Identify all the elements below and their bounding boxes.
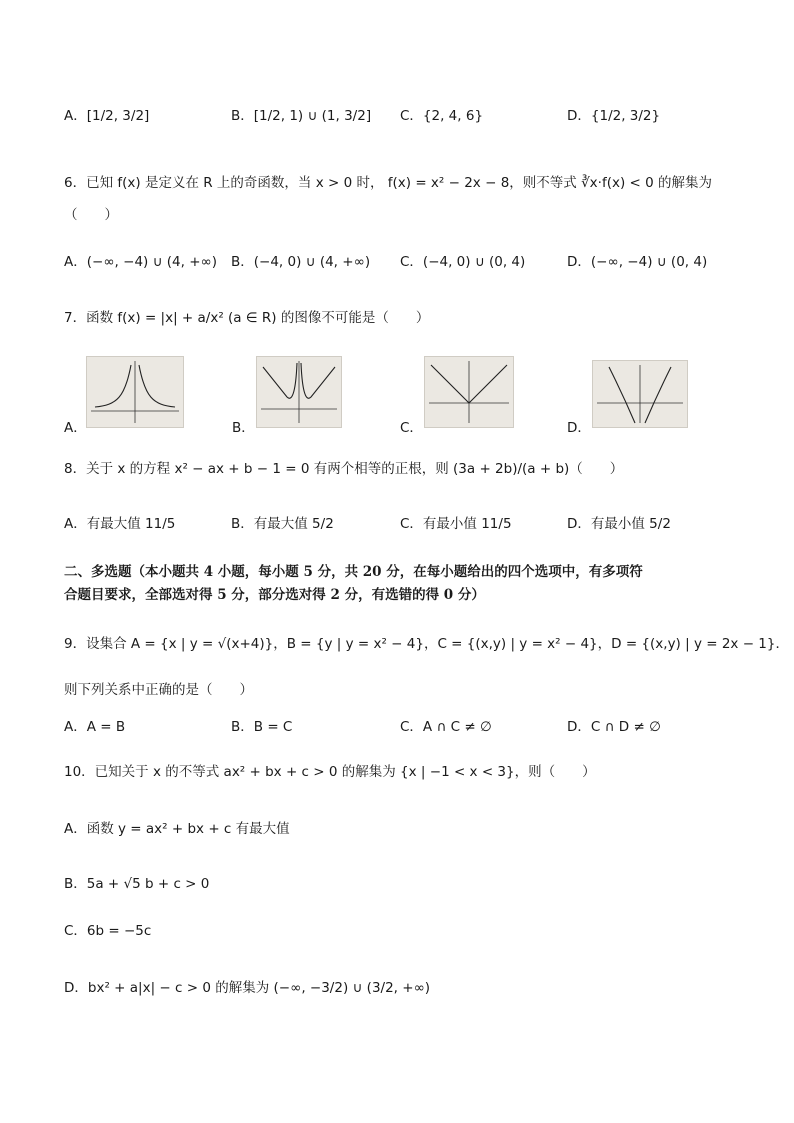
q9-stem-2: 则下列关系中正确的是（ ）	[64, 682, 253, 698]
q10-option-d: D．bx² + a|x| − c > 0 的解集为 (−∞, −3/2) ∪ (3/2, +∞)	[64, 980, 431, 996]
q10-option-b: B．5a + √5 b + c > 0	[64, 876, 210, 892]
q7-label-a: A．	[64, 420, 87, 436]
q5-option-d: D．{1/2, 3/2}	[567, 108, 661, 124]
q6-stem: 6．已知 f(x) 是定义在 R 上的奇函数，当 x > 0 时， f(x) = x² − 2x − 8，则不等式 ∛x·f(x) < 0 的解集为	[64, 175, 713, 191]
q6-option-d: D．(−∞, −4) ∪ (0, 4)	[567, 254, 708, 270]
q6-option-c: C．(−4, 0) ∪ (0, 4)	[400, 254, 526, 270]
q8-stem: 8．关于 x 的方程 x² − ax + b − 1 = 0 有两个相等的正根，则 (3a + 2b)/(a + b)（ ）	[64, 461, 624, 477]
q7-stem: 7．函数 f(x) = |x| + a/x² (a ∈ R) 的图像不可能是（ ）	[64, 310, 430, 326]
q7-graph-c	[424, 356, 514, 428]
q7-label-c: C．	[400, 420, 423, 436]
q10-stem: 10．已知关于 x 的不等式 ax² + bx + c > 0 的解集为 {x | −1 < x < 3}，则（ ）	[64, 764, 596, 780]
q5-option-a: A．[1/2, 3/2]	[64, 108, 150, 124]
q7-label-b: B．	[232, 420, 255, 436]
q9-option-c: C．A ∩ C ≠ ∅	[400, 719, 492, 735]
q9-option-d: D．C ∩ D ≠ ∅	[567, 719, 661, 735]
q7-graph-a	[86, 356, 184, 428]
q7-label-d: D．	[567, 420, 591, 436]
q9-stem: 9．设集合 A = {x | y = √(x+4)}，B = {y | y = x² − 4}，C = {(x,y) | y = x² − 4}，D = {(x,y) | y = 2x − 1}．	[64, 636, 789, 652]
q7-graph-b	[256, 356, 342, 428]
q5-option-b: B．[1/2, 1) ∪ (1, 3/2]	[231, 108, 372, 124]
q8-option-c: C．有最小值 11/5	[400, 516, 512, 532]
q6-option-a: A．(−∞, −4) ∪ (4, +∞)	[64, 254, 218, 270]
q8-option-d: D．有最小值 5/2	[567, 516, 671, 532]
q10-option-c: C．6b = −5c	[64, 923, 152, 939]
q6-option-b: B．(−4, 0) ∪ (4, +∞)	[231, 254, 371, 270]
q9-option-a: A．A = B	[64, 719, 126, 735]
q5-option-c: C．{2, 4, 6}	[400, 108, 484, 124]
section2-heading-line1: 二、多选题（本小题共 4 小题，每小题 5 分，共 20 分，在每小题给出的四个选项中，有多项符	[64, 564, 643, 580]
q7-graph-d	[592, 360, 688, 428]
q8-option-b: B．有最大值 5/2	[231, 516, 334, 532]
q9-option-b: B．B = C	[231, 719, 293, 735]
section2-heading-line2: 合题目要求，全部选对得 5 分，部分选对得 2 分，有选错的得 0 分）	[64, 587, 485, 603]
q8-option-a: A．有最大值 11/5	[64, 516, 176, 532]
q10-option-a: A．函数 y = ax² + bx + c 有最大值	[64, 821, 290, 837]
q6-paren: （ ）	[64, 207, 118, 223]
